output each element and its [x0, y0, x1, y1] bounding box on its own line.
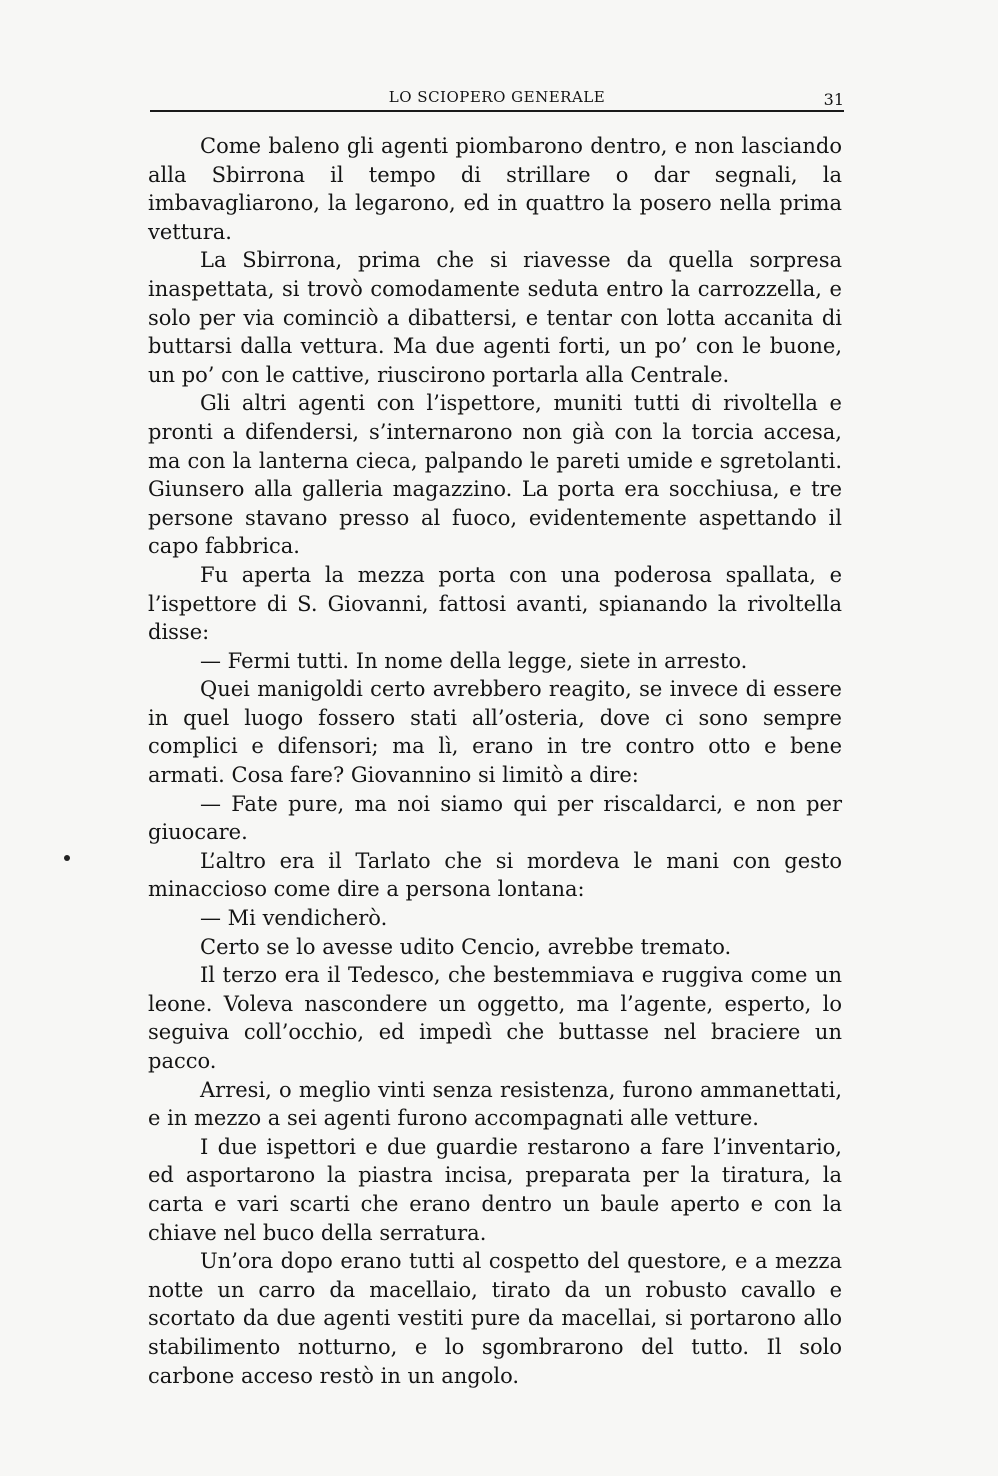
page-number: 31 [823, 90, 844, 109]
paragraph: Fu aperta la mezza porta con una poderosa spallata, e l’ispettore di S. Giovanni, fattosi avanti, spianando la rivoltella disse: [148, 562, 842, 645]
paragraph: — Fermi tutti. In nome della legge, siete in arresto. [200, 648, 748, 673]
paragraph: Come baleno gli agenti piombarono dentro, e non lasciando alla Sbirrona il tempo di strillare o dar segnali, la imbavagliarono, la legarono, ed in quattro la posero nella prima vettura. [148, 134, 842, 244]
paragraph: Gli altri agenti con l’ispettore, muniti tutti di rivoltella e pronti a difendersi, s’internarono non già con la torcia accesa, ma con la lanterna cieca, palpando le pareti umide e sgretolanti. Giunsero alla galleria magazzino. La porta era socchiusa, e tre persone stavano presso al fuoco, evidentemente aspettando il capo fabbrica. [148, 391, 842, 559]
paragraph: — Fate pure, ma noi siamo qui per riscaldarci, e non per giuocare. [148, 791, 842, 845]
paragraph: — Mi vendicherò. [200, 906, 388, 931]
margin-ink-dot [64, 855, 70, 861]
paragraph: Certo se lo avesse udito Cencio, avrebbe tremato. [200, 934, 732, 959]
header-rule [150, 110, 844, 112]
paragraph: Arresi, o meglio vinti senza resistenza, furono ammanettati, e in mezzo a sei agenti furono accompagnati alle vetture. [148, 1077, 842, 1131]
body-text [148, 132, 842, 1390]
paragraph: Un’ora dopo erano tutti al cospetto del questore, e a mezza notte un carro da macellaio, tirato da un robusto cavallo e scortato da due agenti vestiti pure da macellai, si portarono allo stabilimento notturno, e lo sgombrarono del tutto. Il solo carbone acceso restò in un angolo. [148, 1249, 842, 1388]
paragraph: Quei manigoldi certo avrebbero reagito, se invece di essere in quel luogo fossero stati all’osteria, dove ci sono sempre complici e difensori; ma lì, erano in tre contro otto e bene armati. Cosa fare? Giovannino si limitò a dire: [148, 677, 842, 788]
paragraph: Il terzo era il Tedesco, che bestemmiava e ruggiva come un leone. Voleva nascondere un oggetto, ma l’agente, esperto, lo seguiva coll’occhio, ed impedì che buttasse nel braciere un pacco. [148, 963, 842, 1073]
running-head [150, 86, 844, 108]
running-title: LO SCIOPERO GENERALE [388, 88, 606, 106]
paragraph: I due ispettori e due guardie restarono a fare l’inventario, ed asportarono la piastra incisa, preparata per la tiratura, la carta e vari scarti che erano dentro un baule aperto e con la chiave nel buco della serratura. [148, 1134, 842, 1245]
paragraph: La Sbirrona, prima che si riavesse da quella sorpresa inaspettata, si trovò comodamente seduta entro la carrozzella, e solo per via cominciò a dibattersi, e tentar con lotta accanita di buttarsi dalla vettura. Ma due agenti forti, un po’ con le buone, un po’ con le cattive, riuscirono portarla alla Centrale. [148, 248, 842, 387]
paragraph: L’altro era il Tarlato che si mordeva le mani con gesto minaccioso come dire a persona lontana: [148, 848, 842, 902]
